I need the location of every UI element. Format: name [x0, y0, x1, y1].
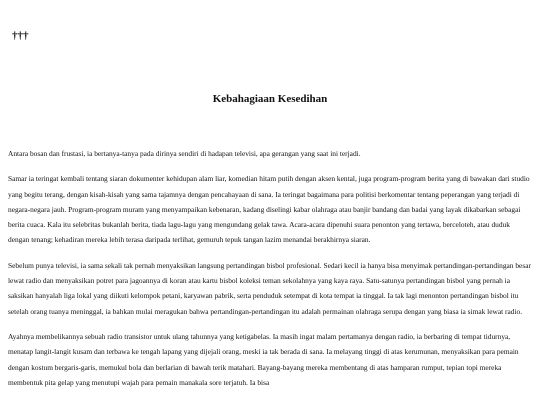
paragraph: Ayahnya membelikannya sebuah radio transistor untuk ulang tahunnya yang ketigabelas. Ia masih ingat malam pertamanya dengan radio, ia berbaring di tempat tidurnya, menatap langit-langit kusam dan terbawa ke tengah lapang yang dijejali orang, meski ia tak berada di sana. Ia melayang tinggi di atas kerumunan, menyaksikan para pemain dengan kostum bergaris-garis, memukul bola dan berlarian di bawah terik matahari. Bayang-bayang mereka membentang di atas hamparan rumput, tepian topi mereka membentuk pita gelap yang menutupi wajah para pemain manakala sore terjatuh. Ia bisa [8, 331, 519, 387]
paragraph: Sebelum punya televisi, ia sama sekali tak pernah menyaksikan langsung pertandingan bisbol profesional. Sedari kecil ia hanya bisa menyimak pertandingan-pertandingan besar lewat radio dan menyaksikan potret para jagoannya di koran atau kartu bisbol koleksi teman sekolahnya yang kaya raya. Satu-satunya pertandingan bisbol yang pernah ia saksikan hanyalah liga lokal yang diikuti kelompok petani, karyawan pabrik, serta penduduk setempat di kota tempat ia tinggal. Ia tak lagi menonton pertandingan bisbol itu setelah orang tuanya meninggal, ia bahkan mulai meragukan bahwa pertandingan-pertandingan itu adalah permainan olahraga serupa dengan yang biasa ia simak lewat radio. [8, 260, 531, 316]
paragraph: Samar ia teringat kembali tentang siaran dokumenter kehidupan alam liar, komedian hitam putih dengan aksen kental, juga program-program berita yang di bawakan dari studio yang begitu terang, dengan kisah-kisah yang sama tajamnya dengan pencahayaan di sana. Ia teringat bagaimana para politisi berkomentar tentang peperangan yang terjadi di negara-negara jauh. Program-program muram yang menyampaikan kebenaran, kadang diselingi kabar olahraga atau banjir bandang dan badai yang layak dikabarkan sebagai berita cuaca. Kala itu selebritas bukanlah berita, tiada lagu-lagu yang mengundang gelak tawa. Acara-acara dipenuhi suara penonton yang tertawa, berceloteh, atau duduk dengan tenang; kehadiran mereka lebih terasa daripada terlihat, gemuruh tepuk tangan lazim menandai berakhirnya siaran. [8, 174, 530, 245]
paragraph: Antara bosan dan frustasi, ia bertanya-tanya pada dirinya sendiri di hadapan televisi, apa gerangan yang saat ini terjadi. [8, 149, 361, 158]
ornament-daggers: ††† [12, 30, 29, 42]
article-body [8, 146, 532, 400]
page-title: Kebahagiaan Kesedihan [212, 93, 328, 105]
